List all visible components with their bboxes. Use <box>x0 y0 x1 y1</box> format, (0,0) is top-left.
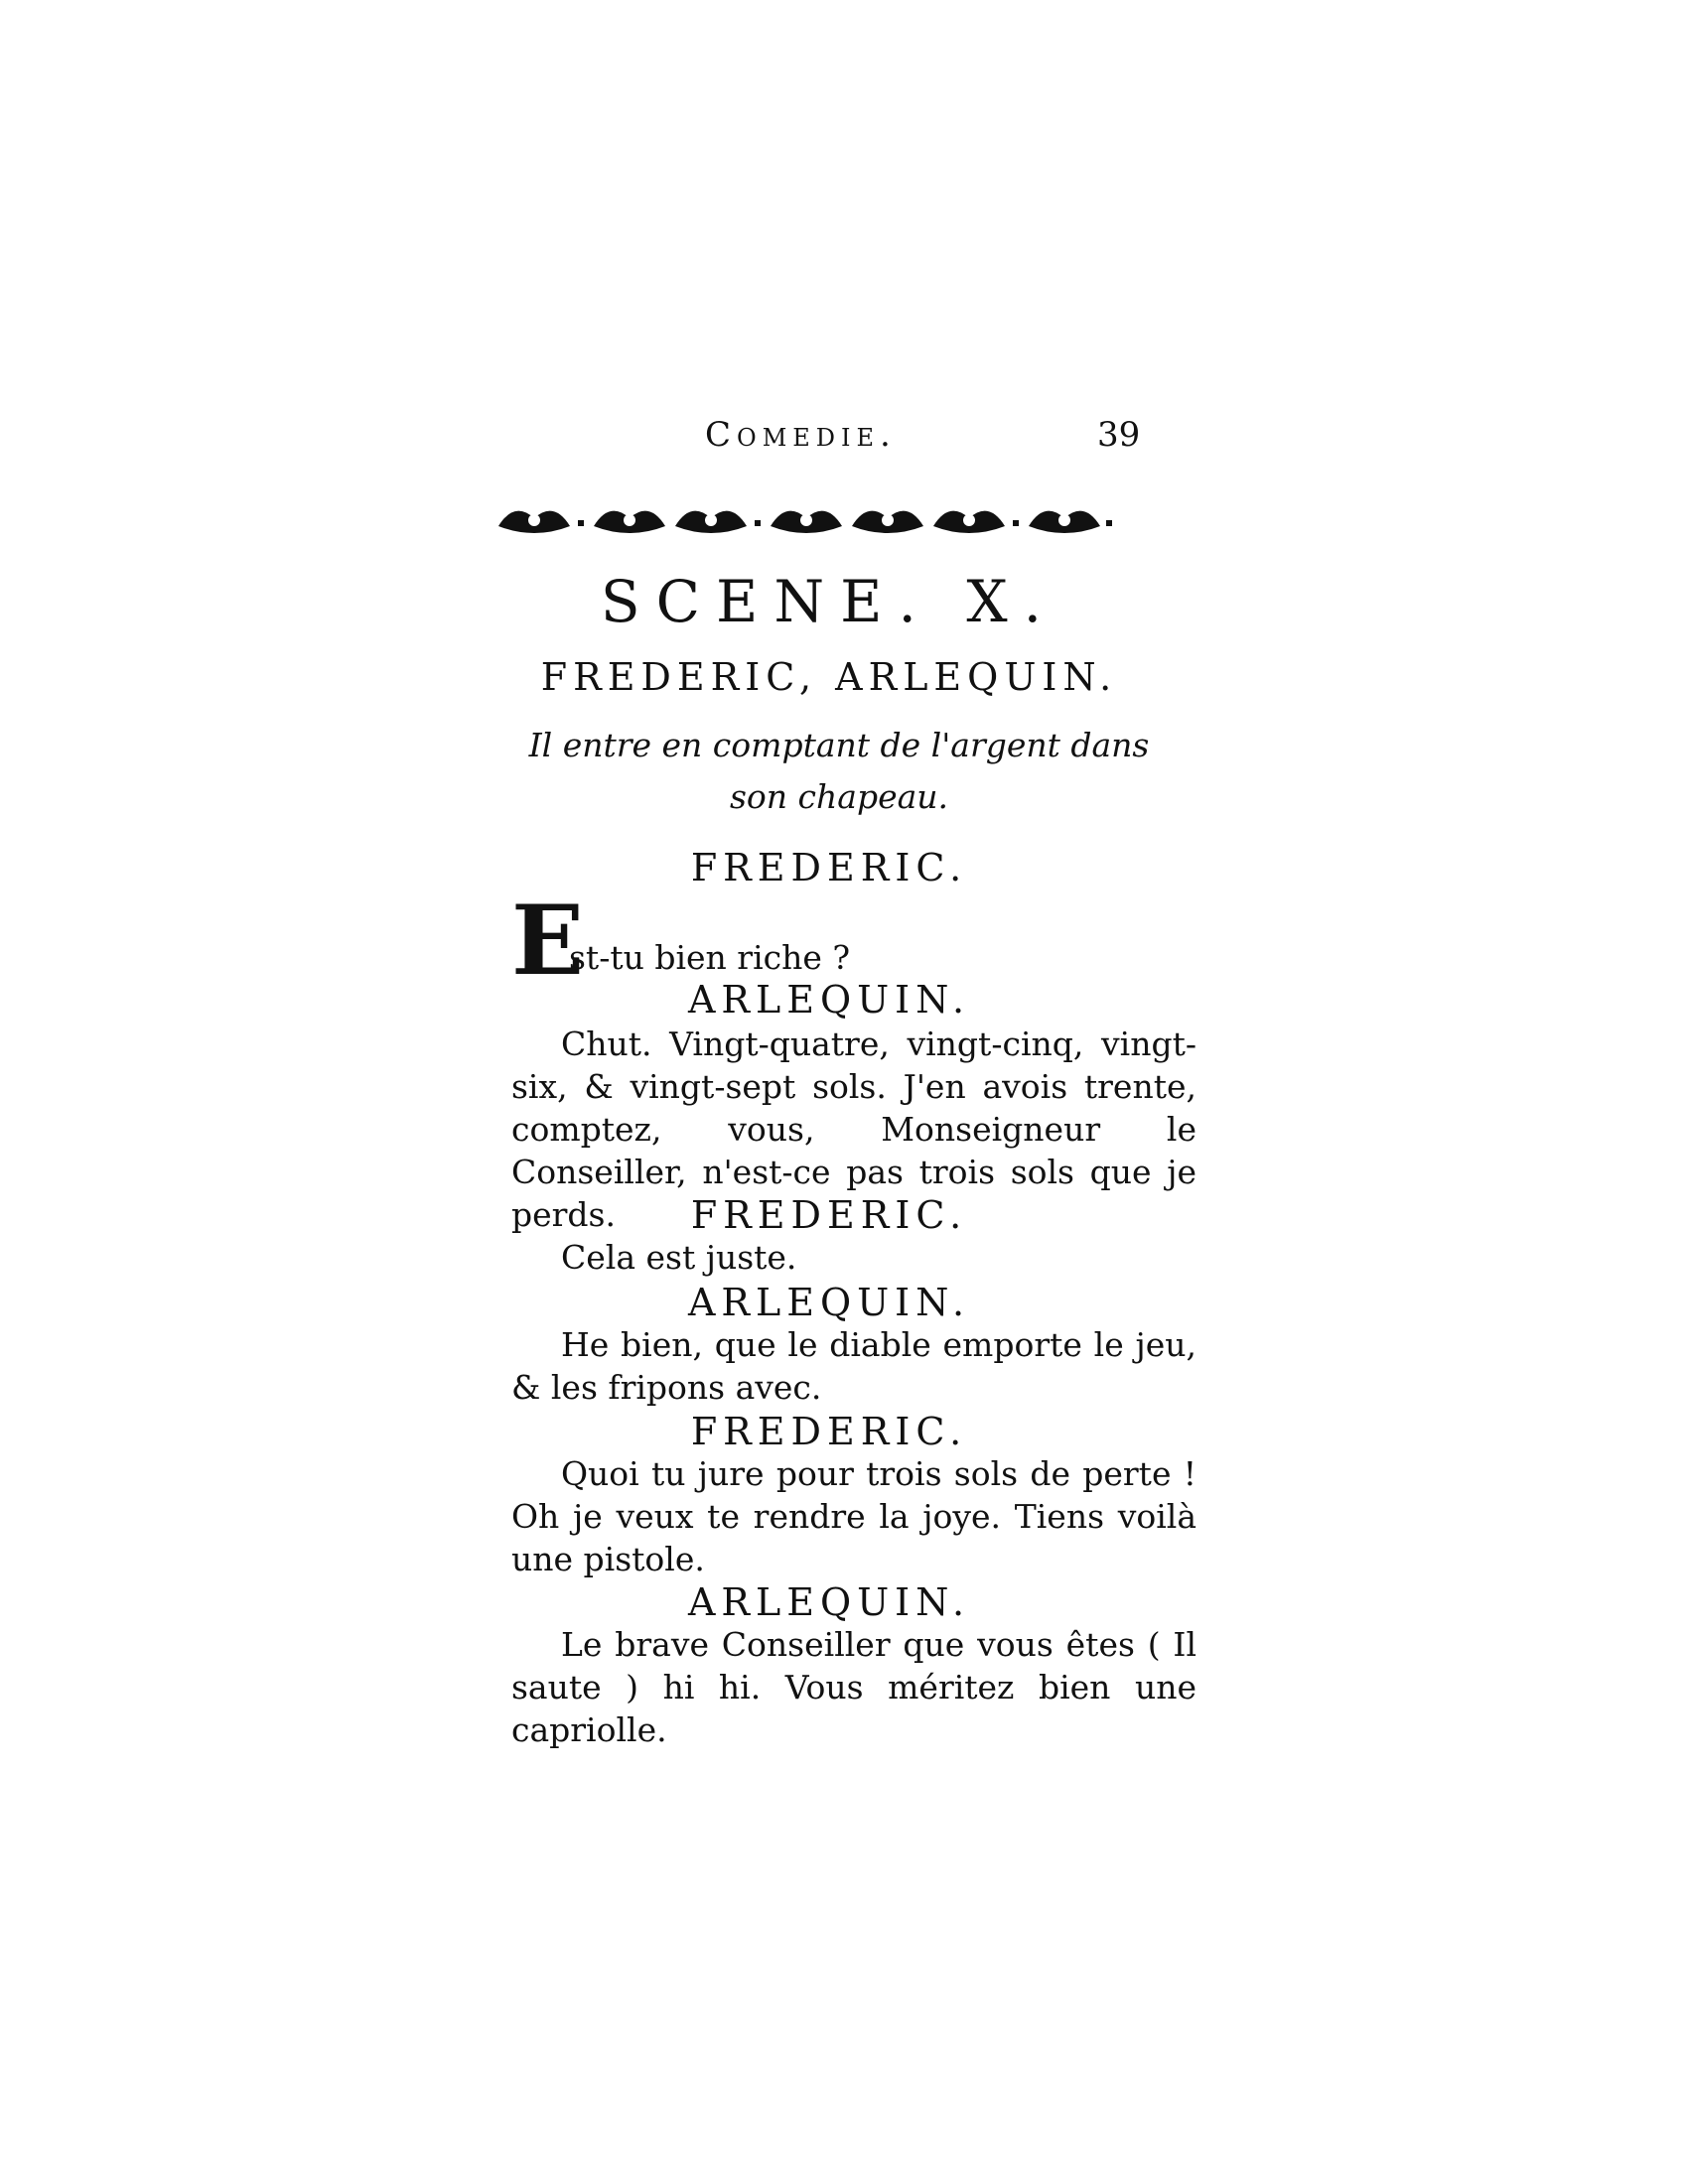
scene-title: SCENE. X. <box>600 568 1058 635</box>
speaker-label: FREDERIC. <box>690 846 968 889</box>
speech-text: Cela est juste. <box>561 1238 797 1277</box>
page-header <box>496 415 1172 465</box>
speech-text: Quoi tu jure pour trois sols de perte ! Oh je veux te rendre la joye. Tiens voilà une pistole. <box>511 1454 1196 1578</box>
speaker-label: FREDERIC. <box>690 1410 968 1453</box>
stage-direction: Il entre en comptant de l'argent dans son chapeau. <box>528 726 1150 816</box>
scene-characters: FREDERIC, ARLEQUIN. <box>540 655 1118 699</box>
speech-text: Chut. Vingt-quatre, vingt-cinq, vingt-six, & vingt-sept sols. J'en avois trente, comptez, vous, Monseigneur le Conseiller, n'est-ce pas trois sols que je perds. <box>511 1024 1196 1234</box>
floral-ornament-band <box>494 496 1162 542</box>
speaker-label: FREDERIC. <box>690 1193 968 1237</box>
drop-cap: E <box>511 885 585 997</box>
running-title: Comedie. <box>705 415 897 455</box>
speech-text: st-tu bien riche ? <box>569 938 851 977</box>
speech-text: Le brave Conseiller que vous êtes ( Il saute ) hi hi. Vous méritez bien une capriolle. <box>511 1625 1196 1749</box>
speaker-label: ARLEQUIN. <box>687 978 971 1022</box>
page-number: 39 <box>1097 415 1141 455</box>
speech-text: He bien, que le diable emporte le jeu, & les fripons avec. <box>511 1325 1196 1407</box>
speaker-label: ARLEQUIN. <box>687 1580 971 1624</box>
speaker-label: ARLEQUIN. <box>687 1281 971 1324</box>
